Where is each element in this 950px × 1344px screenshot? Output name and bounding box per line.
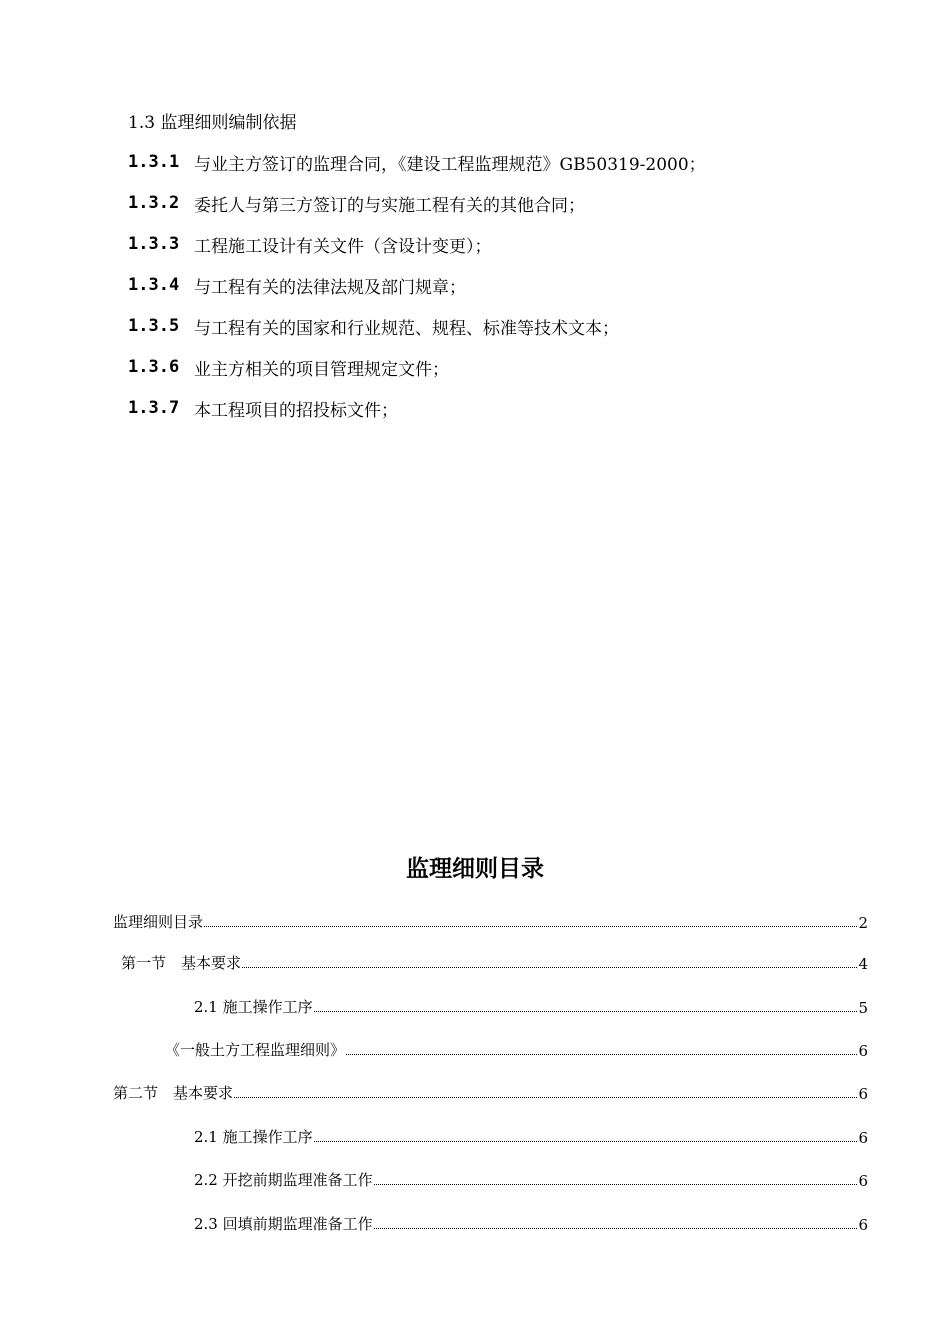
toc-entry-page: 6 bbox=[858, 1216, 868, 1234]
basis-item bbox=[128, 232, 492, 256]
basis-item-number: 1.3.4 bbox=[128, 275, 180, 295]
toc-entry-page: 6 bbox=[858, 1042, 868, 1060]
basis-item bbox=[128, 396, 398, 420]
basis-item-number: 1.3.5 bbox=[128, 316, 180, 336]
basis-item-text: 与业主方签订的监理合同，《建设工程监理规范》GB50319-2000； bbox=[194, 154, 706, 175]
toc-entry-label: 监理细则目录 bbox=[113, 913, 204, 931]
basis-item bbox=[128, 150, 706, 174]
toc-entry-label: 第二节 基本要求 bbox=[113, 1084, 234, 1102]
basis-item-number: 1.3.6 bbox=[128, 357, 180, 377]
basis-item-text: 委托人与第三方签订的与实施工程有关的其他合同； bbox=[194, 195, 585, 216]
basis-item-number: 1.3.1 bbox=[128, 152, 180, 172]
toc-entry-label: 2.1 施工操作工序 bbox=[194, 1128, 313, 1146]
toc-entry[interactable] bbox=[121, 951, 868, 973]
toc-dot-leader bbox=[374, 1228, 858, 1229]
toc-entry[interactable] bbox=[113, 1081, 868, 1103]
toc-entry-label: 2.3 回填前期监理准备工作 bbox=[194, 1215, 373, 1233]
toc-dot-leader bbox=[346, 1054, 857, 1055]
basis-item-number: 1.3.7 bbox=[128, 398, 180, 418]
basis-item-text: 本工程项目的招投标文件； bbox=[194, 400, 398, 421]
toc-dot-leader bbox=[374, 1184, 858, 1185]
toc-entry-label: 2.2 开挖前期监理准备工作 bbox=[194, 1171, 373, 1189]
toc-entry-page: 4 bbox=[858, 955, 868, 973]
toc-entry-page: 5 bbox=[858, 999, 868, 1017]
toc-dot-leader bbox=[242, 967, 857, 968]
toc-entry-label: 《一般土方工程监理细则》 bbox=[165, 1041, 346, 1059]
section-heading: 1.3 监理细则编制依据 bbox=[128, 113, 297, 133]
toc-dot-leader bbox=[314, 1141, 858, 1142]
toc-entry-label: 2.1 施工操作工序 bbox=[194, 998, 313, 1016]
toc-entry[interactable] bbox=[165, 1038, 868, 1060]
toc-entry[interactable] bbox=[113, 910, 868, 932]
toc-entry[interactable] bbox=[194, 1212, 868, 1234]
basis-item-text: 与工程有关的法律法规及部门规章； bbox=[194, 277, 466, 298]
toc-entry-page: 6 bbox=[858, 1172, 868, 1190]
basis-item bbox=[128, 355, 449, 379]
toc-dot-leader bbox=[234, 1097, 857, 1098]
basis-item bbox=[128, 191, 585, 215]
toc-dot-leader bbox=[204, 926, 857, 927]
basis-item-text: 工程施工设计有关文件（含设计变更）； bbox=[194, 236, 492, 257]
toc-dot-leader bbox=[314, 1011, 858, 1012]
basis-item-number: 1.3.3 bbox=[128, 234, 180, 254]
basis-item-text: 业主方相关的项目管理规定文件； bbox=[194, 359, 449, 380]
basis-item-number: 1.3.2 bbox=[128, 193, 180, 213]
toc-title: 监理细则目录 bbox=[406, 856, 544, 882]
toc-entry[interactable] bbox=[194, 1125, 868, 1147]
basis-item-text: 与工程有关的国家和行业规范、规程、标准等技术文本； bbox=[194, 318, 619, 339]
basis-item bbox=[128, 314, 619, 338]
toc-entry-label: 第一节 基本要求 bbox=[121, 954, 242, 972]
toc-entry-page: 6 bbox=[858, 1129, 868, 1147]
basis-item bbox=[128, 273, 466, 297]
toc-entry-page: 6 bbox=[858, 1085, 868, 1103]
toc-entry[interactable] bbox=[194, 995, 868, 1017]
toc-entry-page: 2 bbox=[858, 914, 868, 932]
toc-entry[interactable] bbox=[194, 1168, 868, 1190]
